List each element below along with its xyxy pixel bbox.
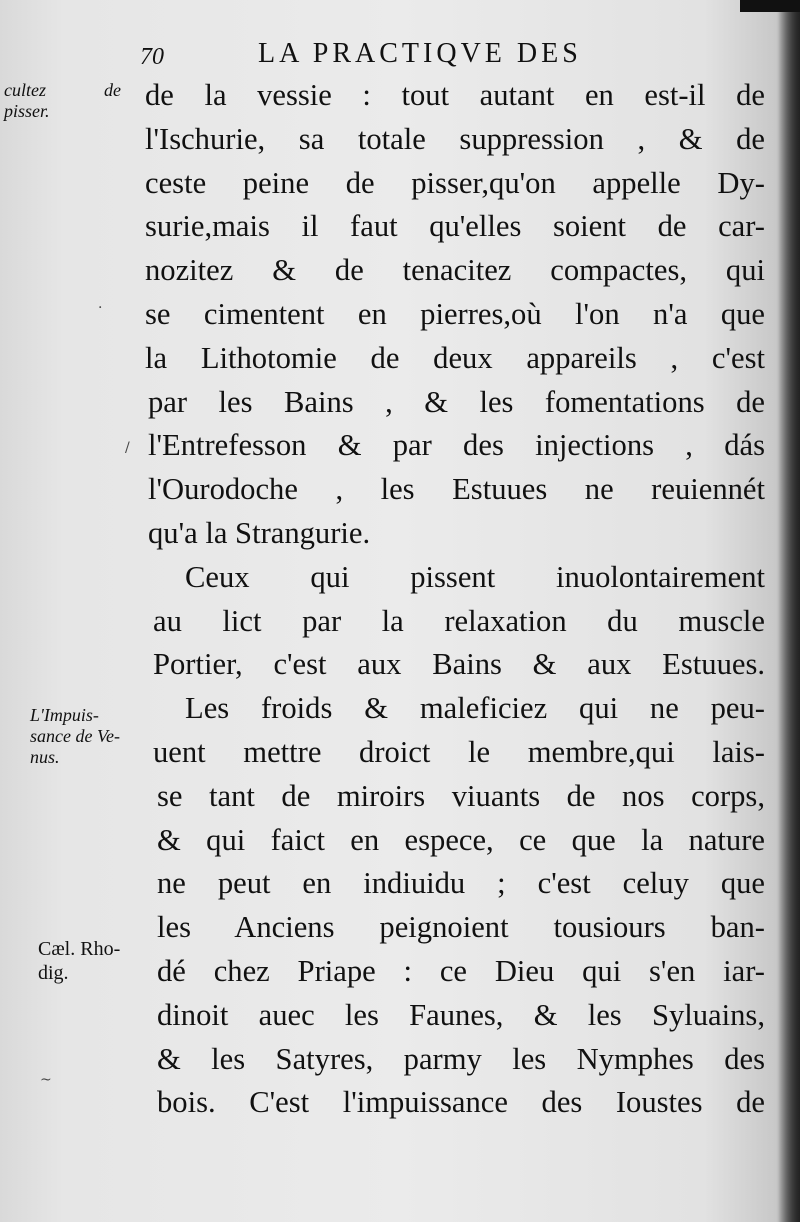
text-line: surie,mais il faut qu'elles soient de car- <box>145 209 765 244</box>
margin-note-line: L'Impuis- <box>30 705 99 725</box>
margin-note-line: cultez <box>4 80 46 100</box>
margin-note-line: nus. <box>30 747 60 767</box>
ink-speck: ~ <box>40 1072 52 1088</box>
margin-note-line: dig. <box>38 962 69 984</box>
text-line: se tant de miroirs viuants de nos corps, <box>157 778 765 813</box>
text-line: dinoit auec les Faunes, & les Syluains, <box>157 997 765 1032</box>
running-head <box>140 32 640 72</box>
body-text <box>145 74 765 1125</box>
text-line: & les Satyres, parmy les Nymphes des <box>157 1041 765 1076</box>
text-line: l'Ischurie, sa totale suppression , & de <box>145 121 765 156</box>
text-line: bois. C'est l'impuissance des Ioustes de <box>157 1085 765 1120</box>
text-line: nozitez & de tenacitez compactes, qui <box>145 253 765 288</box>
text-line: l'Entrefesson & par des injections , dás <box>148 428 765 463</box>
text-line: uent mettre droict le membre,qui lais- <box>153 734 765 769</box>
ink-speck: / <box>125 440 130 456</box>
page-corner-shadow <box>740 0 800 12</box>
text-line: l'Ourodoche , les Estuues ne reuiennét <box>148 472 765 507</box>
text-line: Ceux qui pissent inuolontairement <box>185 559 765 594</box>
text-line: ceste peine de pisser,qu'on appelle Dy- <box>145 165 765 200</box>
text-line: Portier, c'est aux Bains & aux Estuues. <box>153 647 765 682</box>
text-line: de la vessie : tout autant en est-il de <box>145 78 765 112</box>
page-number: 70 <box>140 44 164 70</box>
text-line: dé chez Priape : ce Dieu qui s'en iar- <box>157 953 765 988</box>
margin-note-line: pisser. <box>4 101 50 121</box>
running-title: LA PRACTIQVE DES <box>258 38 582 69</box>
text-line: Les froids & maleficiez qui ne peu- <box>185 691 765 726</box>
text-line: qu'a la Strangurie. <box>148 515 371 550</box>
margin-note-line: Cæl. Rho- <box>38 938 121 960</box>
margin-note-impuissance <box>30 705 150 768</box>
text-line: & qui faict en espece, ce que la nature <box>157 822 765 857</box>
margin-note-line: de <box>104 80 121 100</box>
text-line: se cimentent en pierres,où l'on n'a que <box>145 296 765 331</box>
text-line: au lict par la relaxation du muscle <box>153 603 765 638</box>
ink-speck: · <box>98 300 103 316</box>
margin-note-citation <box>38 937 158 985</box>
margin-note-line: sance de Ve- <box>30 726 120 746</box>
text-line: les Anciens peignoient tousiours ban- <box>157 910 765 945</box>
text-line: la Lithotomie de deux appareils , c'est <box>145 340 765 375</box>
margin-note-pisser <box>4 80 134 122</box>
text-line: ne peut en indiuidu ; c'est celuy que <box>157 866 765 901</box>
page-edge-shadow <box>778 0 800 1222</box>
text-line: par les Bains , & les fomentations de <box>148 384 765 419</box>
